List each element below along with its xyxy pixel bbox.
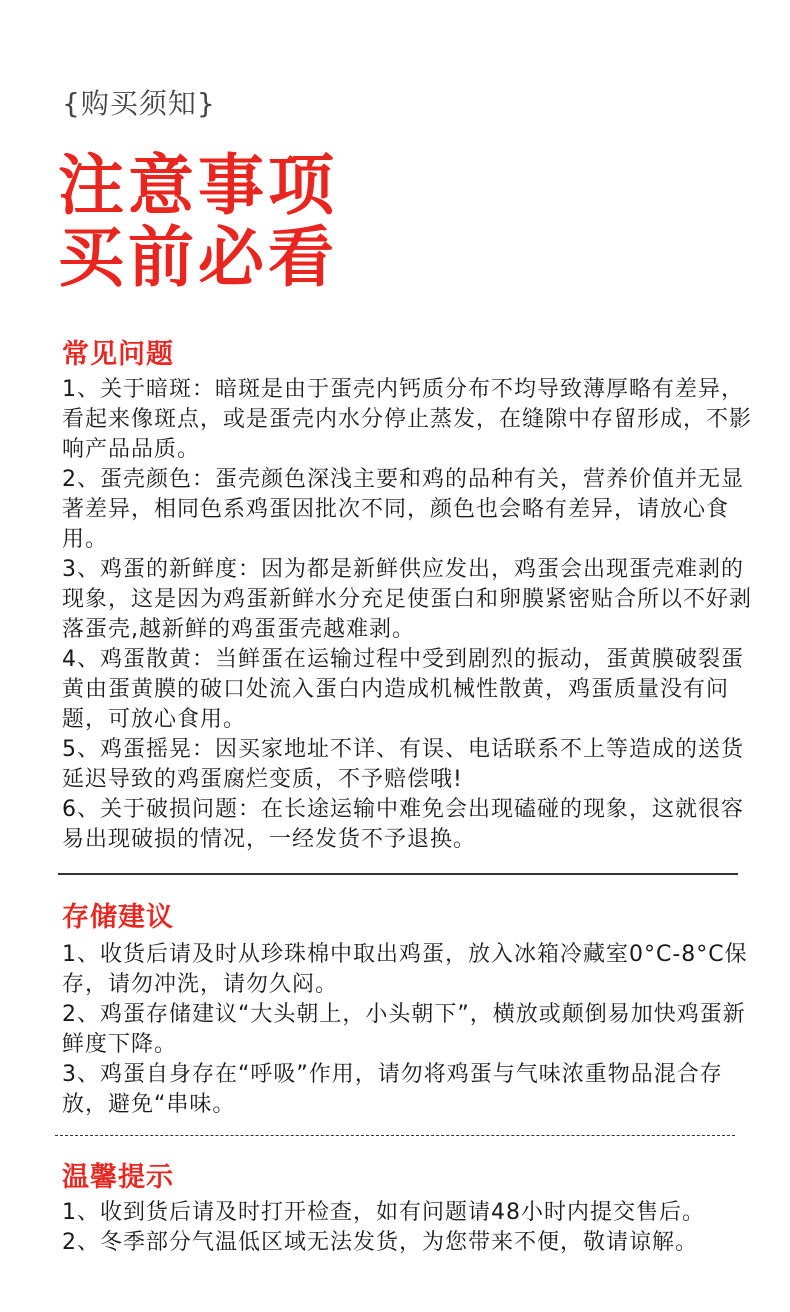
storage-item: 2、鸡蛋存储建议“大头朝上，小头朝下”，横放或颠倒易加快鸡蛋新鲜度下降。 <box>62 1002 746 1057</box>
notice-tag: {购买须知} <box>62 87 216 120</box>
storage-title: 存储建议 <box>62 902 174 933</box>
faq-item: 2、蛋壳颜色：蛋壳颜色深浅主要和鸡的品种有关，营养价值并无显著差异，相同色系鸡蛋因批次不同，颜色也会略有差异，请放心食用。 <box>62 467 744 552</box>
headline-line-1: 注意事项 <box>58 147 338 224</box>
tips-item: 1、收到货后请及时打开检查，如有问题请48小时内提交售后。 <box>62 1200 705 1225</box>
faq-title: 常见问题 <box>62 339 174 370</box>
tips-list <box>62 1198 752 1258</box>
faq-item: 3、鸡蛋的新鲜度：因为都是新鲜供应发出，鸡蛋会出现蛋壳难剥的现象，这是因为鸡蛋新鲜水分充足使蛋白和卵膜紧密贴合所以不好剥落蛋壳,越新鲜的鸡蛋蛋壳越难剥。 <box>62 557 753 642</box>
faq-item: 4、鸡蛋散黄：当鲜蛋在运输过程中受到剧烈的振动，蛋黄膜破裂蛋黄由蛋黄膜的破口处流入蛋白内造成机械性散黄，鸡蛋质量没有问题，可放心食用。 <box>62 647 744 732</box>
faq-item: 5、鸡蛋摇晃：因买家地址不详、有误、电话联系不上等造成的送货延迟导致的鸡蛋腐烂变质，不予赔偿哦! <box>62 737 744 792</box>
headline <box>58 147 338 296</box>
storage-list <box>62 940 752 1120</box>
storage-item: 1、收货后请及时从珍珠棉中取出鸡蛋，放入冰箱冷藏室0°C-8°C保存，请勿冲洗，请勿久闷。 <box>62 942 748 997</box>
dashed-divider <box>55 1135 735 1136</box>
headline-line-2: 买前必看 <box>58 219 338 296</box>
faq-list <box>62 375 752 855</box>
section-divider <box>58 873 738 875</box>
tips-title: 温馨提示 <box>62 1162 174 1193</box>
faq-item: 1、关于暗斑：暗斑是由于蛋壳内钙质分布不均导致薄厚略有差异，看起来像斑点，或是蛋壳内水分停止蒸发，在缝隙中存留形成，不影响产品品质。 <box>62 377 753 462</box>
storage-item: 3、鸡蛋自身存在“呼吸”作用，请勿将鸡蛋与气味浓重物品混合存放，避免“串味。 <box>62 1062 723 1117</box>
tips-item: 2、冬季部分气温低区域无法发货，为您带来不便，敬请谅解。 <box>62 1230 698 1255</box>
faq-item: 6、关于破损问题：在长途运输中难免会出现磕碰的现象，这就很容易出现破损的情况，一经发货不予退换。 <box>62 797 744 852</box>
